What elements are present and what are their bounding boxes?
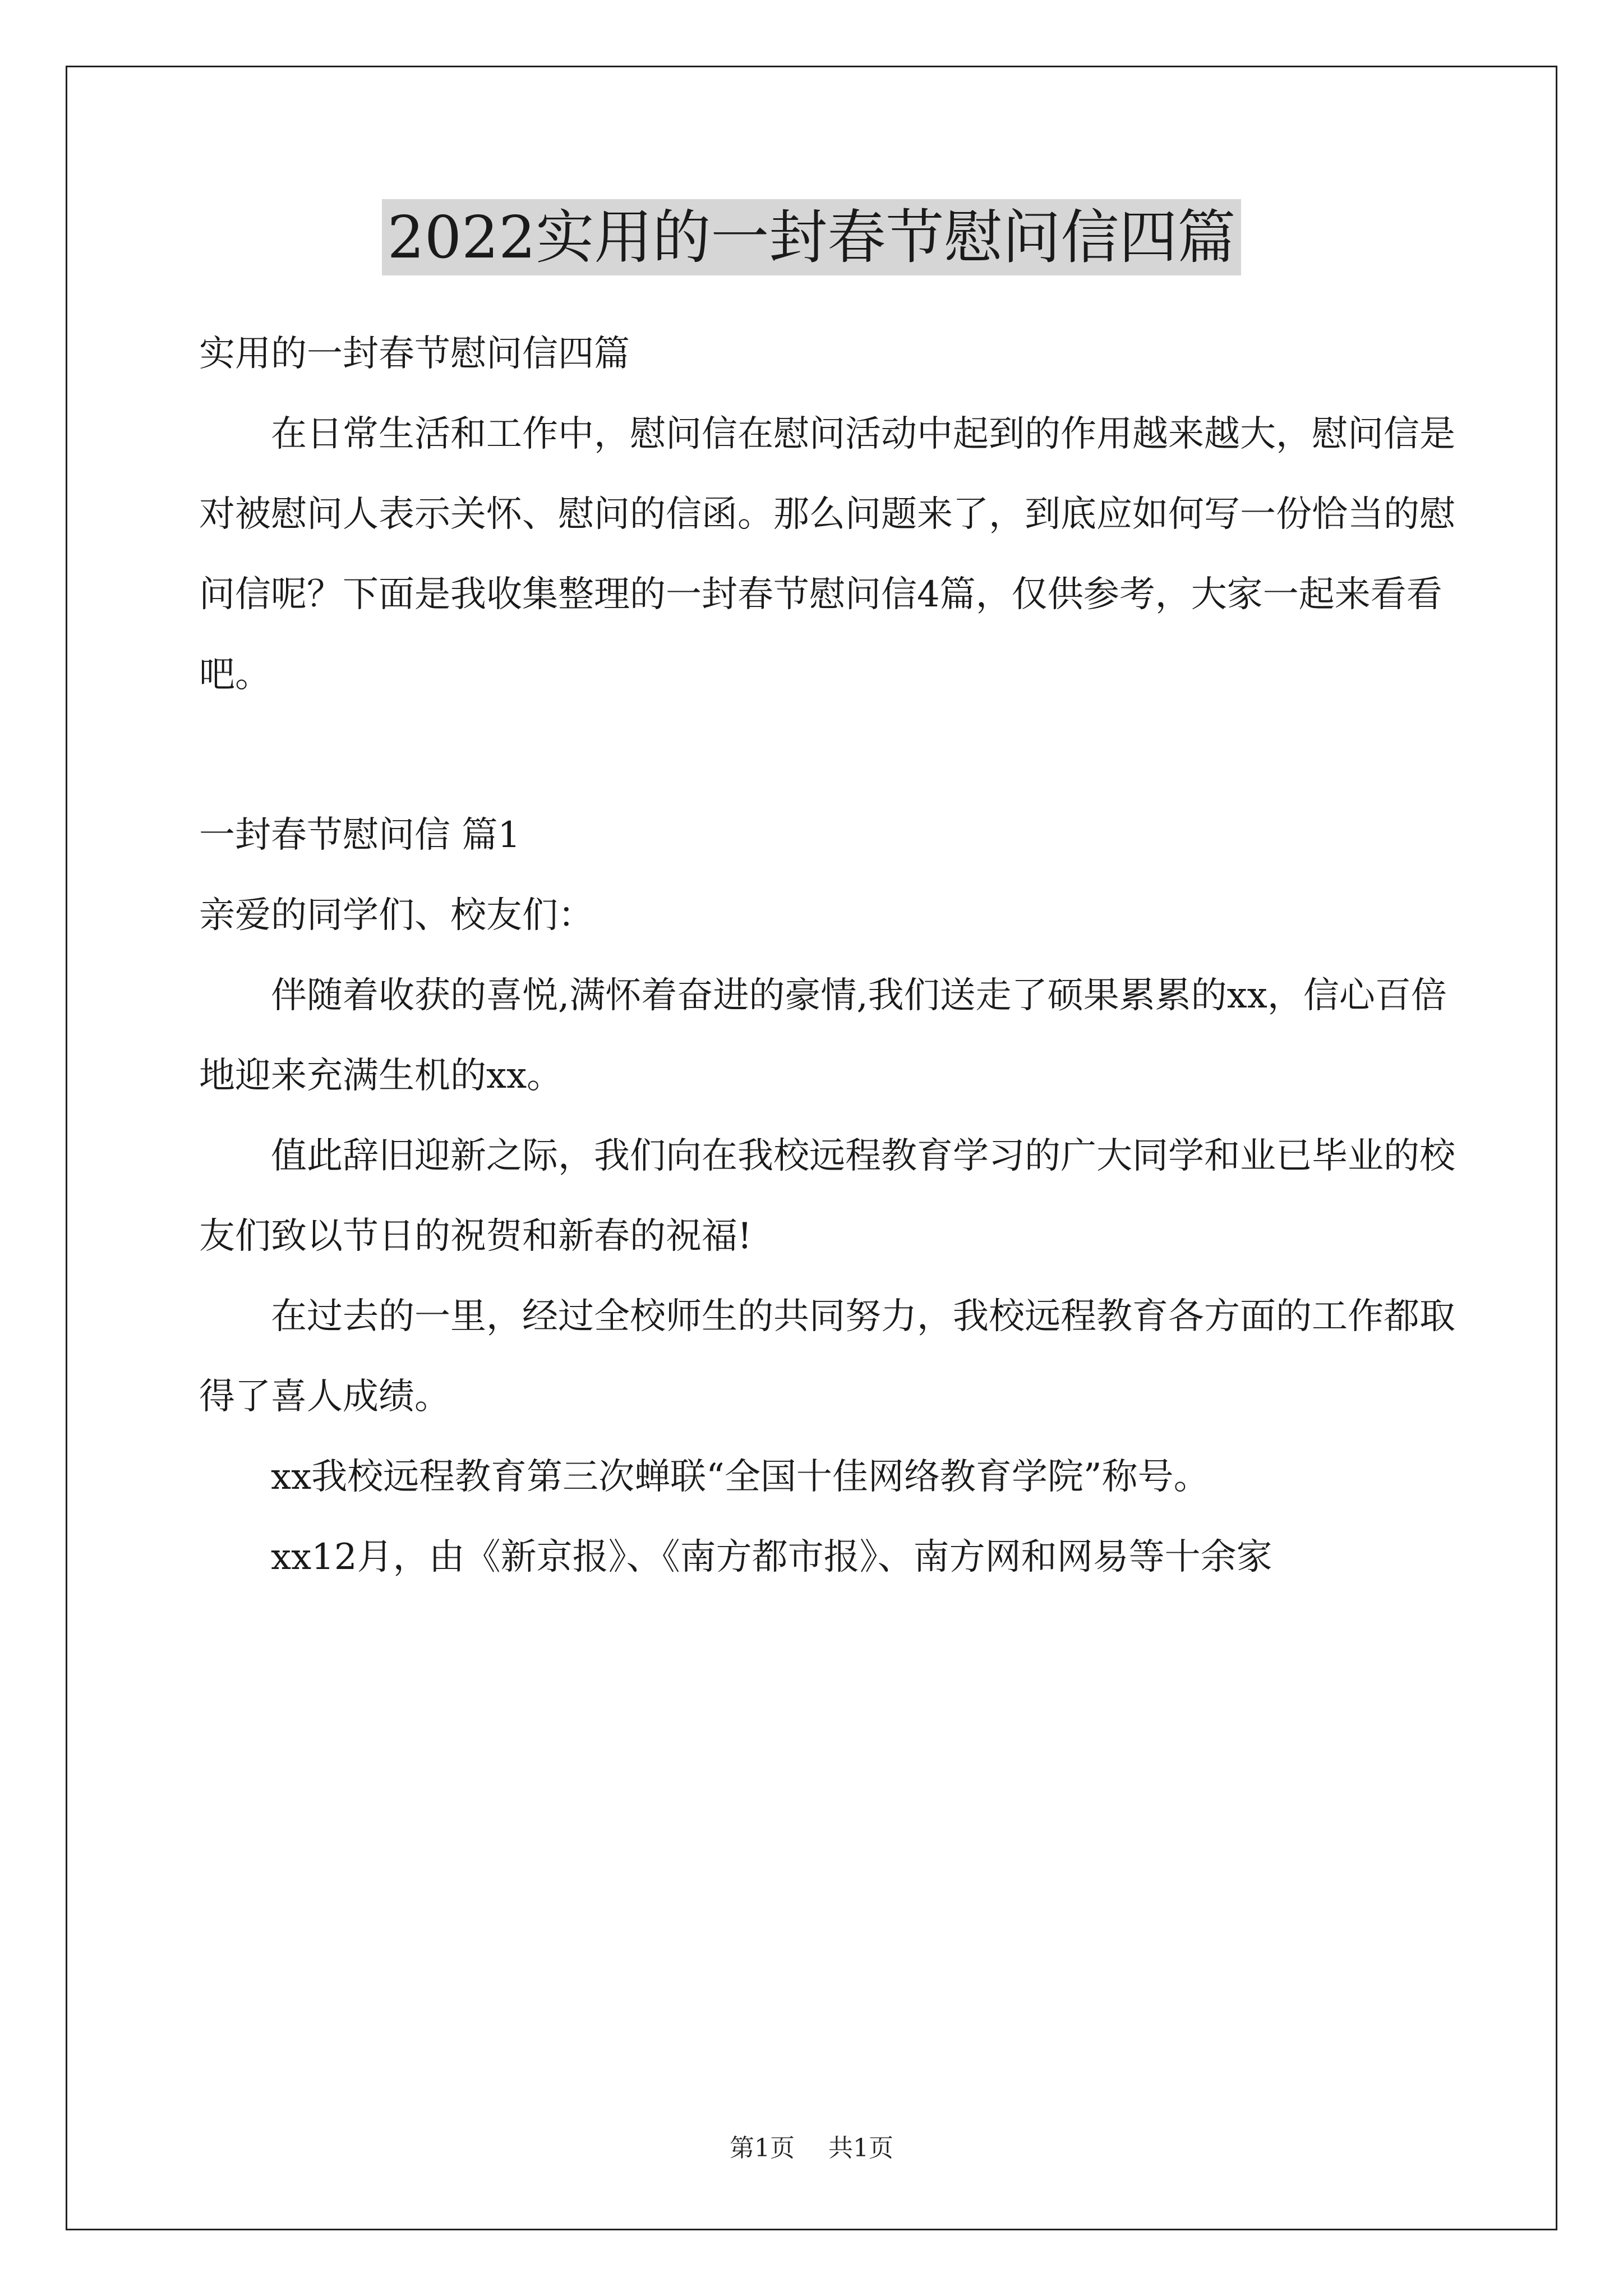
document-subtitle: 实用的一封春节慰问信四篇 [199,333,630,375]
intro-paragraph: 在日常生活和工作中，慰问信在慰问活动中起到的作用越来越大，慰问信是对被慰问人表示关怀、慰问的信函。那么问题来了，到底应如何写一份恰当的慰问信呢？下面是我收集整理的一封春节慰问信4篇，仅供参考，大家一起来看看吧。 [199,413,1455,696]
section-heading: 一封春节慰问信 篇1 [199,815,521,856]
document-body [199,314,1455,1598]
page-footer [0,2132,1623,2165]
page-total: 共1页 [828,2134,893,2162]
page-number: 第1页 [730,2134,795,2162]
body-paragraph: 值此辞旧迎新之际，我们向在我校远程教育学习的广大同学和业已毕业的校友们致以节日的祝贺和新春的祝福! [199,1135,1455,1257]
body-paragraph: xx我校远程教育第三次蝉联“全国十佳网络教育学院”称号。 [271,1456,1210,1498]
body-paragraph: xx12月，由《新京报》、《南方都市报》、南方网和网易等十余家 [271,1536,1272,1578]
title-container [0,199,1623,275]
salutation: 亲爱的同学们、校友们： [199,895,594,936]
body-paragraph: 在过去的一里，经过全校师生的共同努力，我校远程教育各方面的工作都取得了喜人成绩。 [199,1296,1455,1418]
body-paragraph: 伴随着收获的喜悦,满怀着奋进的豪情,我们送走了硕果累累的xx，信心百倍地迎来充满生机的xx。 [199,975,1447,1097]
document-title: 2022实用的一封春节慰问信四篇 [382,199,1242,275]
